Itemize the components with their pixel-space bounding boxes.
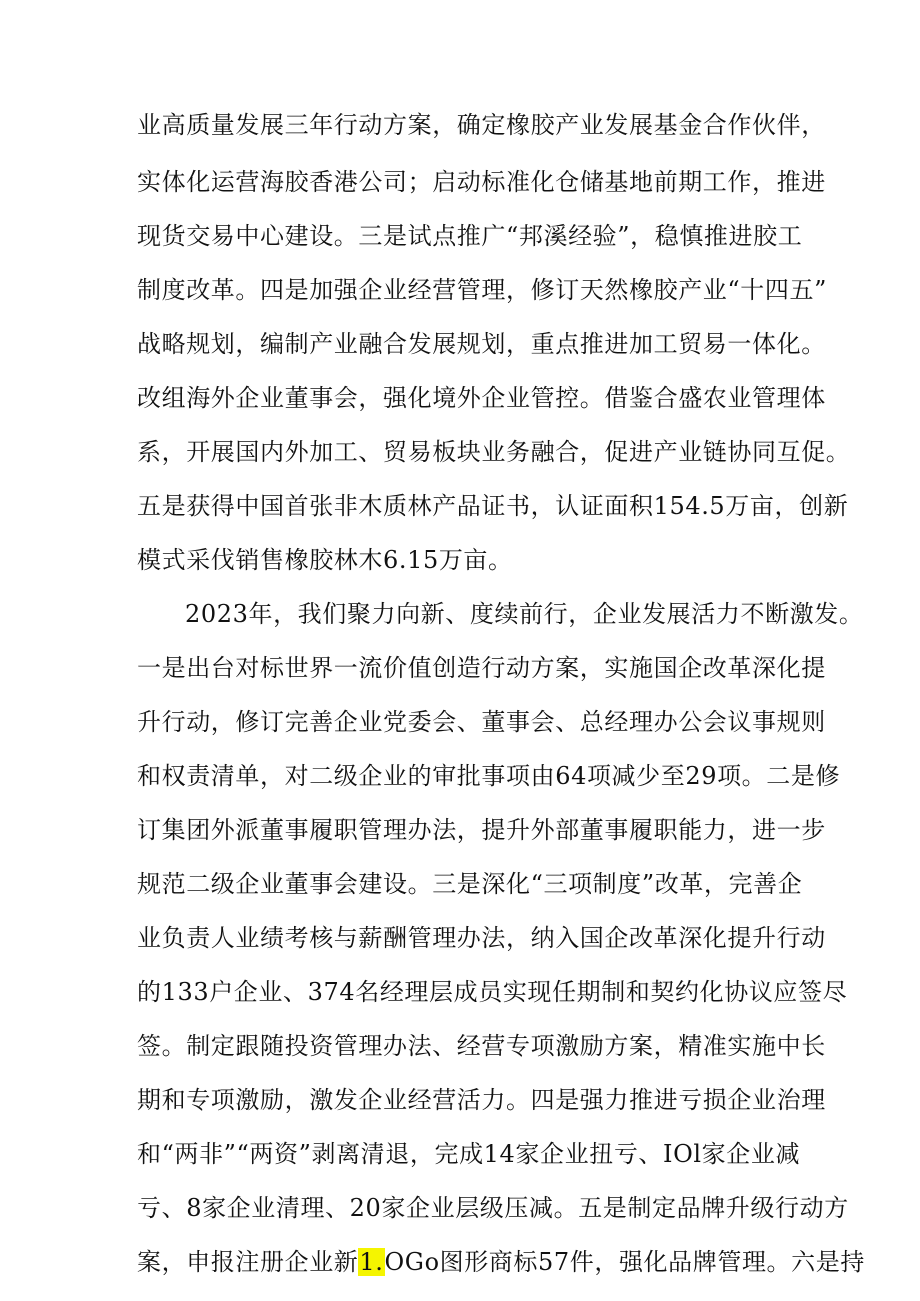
text-line: 战略规划，编制产业融合发展规划，重点推进加工贸易一体化。 [137,330,826,358]
paragraph-first-line: 2023年，我们聚力向新、度续前行，企业发展活力不断激发。 [185,600,864,628]
text-line: 签。制定跟随投资管理办法、经营专项激励方案，精准实施中长 [137,1032,826,1060]
text-line: 的133户企业、374名经理层成员实现任期制和契约化协议应签尽 [137,978,848,1006]
text-line: 系，开展国内外加工、贸易板块业务融合，促进产业链协同互促。 [137,438,851,466]
text-line: 和权责清单，对二级企业的审批事项由64项减少至29项。二是修 [137,762,841,790]
text-line: 模式采伐销售橡胶林木6.15万亩。 [137,546,513,574]
text-line: 期和专项激励，激发企业经营活力。四是强力推进亏损企业治理 [137,1086,826,1114]
highlighted-text: 1. [359,1248,384,1276]
text-line: 规范二级企业董事会建设。三是深化“三项制度”改革，完善企 [137,870,803,898]
text-line: 制度改革。四是加强企业经营管理，修订天然橡胶产业“十四五” [137,276,827,304]
text-segment: 案，申报注册企业新 [137,1248,359,1276]
text-line: 业负责人业绩考核与薪酬管理办法，纳入国企改革深化提升行动 [137,924,826,952]
text-line: 一是出台对标世界一流价值创造行动方案，实施国企改革深化提 [137,654,826,682]
text-line-with-highlight [137,1240,865,1284]
text-line: 订集团外派董事履职管理办法，提升外部董事履职能力，进一步 [137,816,826,844]
text-line: 和“两非”“两资”剥离清退，完成14家企业扭亏、IOl家企业减 [137,1140,801,1168]
text-line: 升行动，修订完善企业党委会、董事会、总经理办公会议事规则 [137,708,826,736]
text-segment: OGo图形商标57件，强化品牌管理。六是持 [384,1248,865,1276]
text-line: 实体化运营海胶香港公司；启动标准化仓储基地前期工作，推进 [137,168,826,196]
text-line: 五是获得中国首张非木质林产品证书，认证面积154.5万亩，创新 [137,492,849,520]
text-line: 改组海外企业董事会，强化境外企业管控。借鉴合盛农业管理体 [137,384,826,412]
text-line: 亏、8家企业清理、20家企业层级压减。五是制定品牌升级行动方 [137,1194,849,1222]
text-line: 现货交易中心建设。三是试点推广“邦溪经验”，稳慎推进胶工 [137,222,803,250]
text-line: 业高质量发展三年行动方案，确定橡胶产业发展基金合作伙伴， [137,111,826,139]
